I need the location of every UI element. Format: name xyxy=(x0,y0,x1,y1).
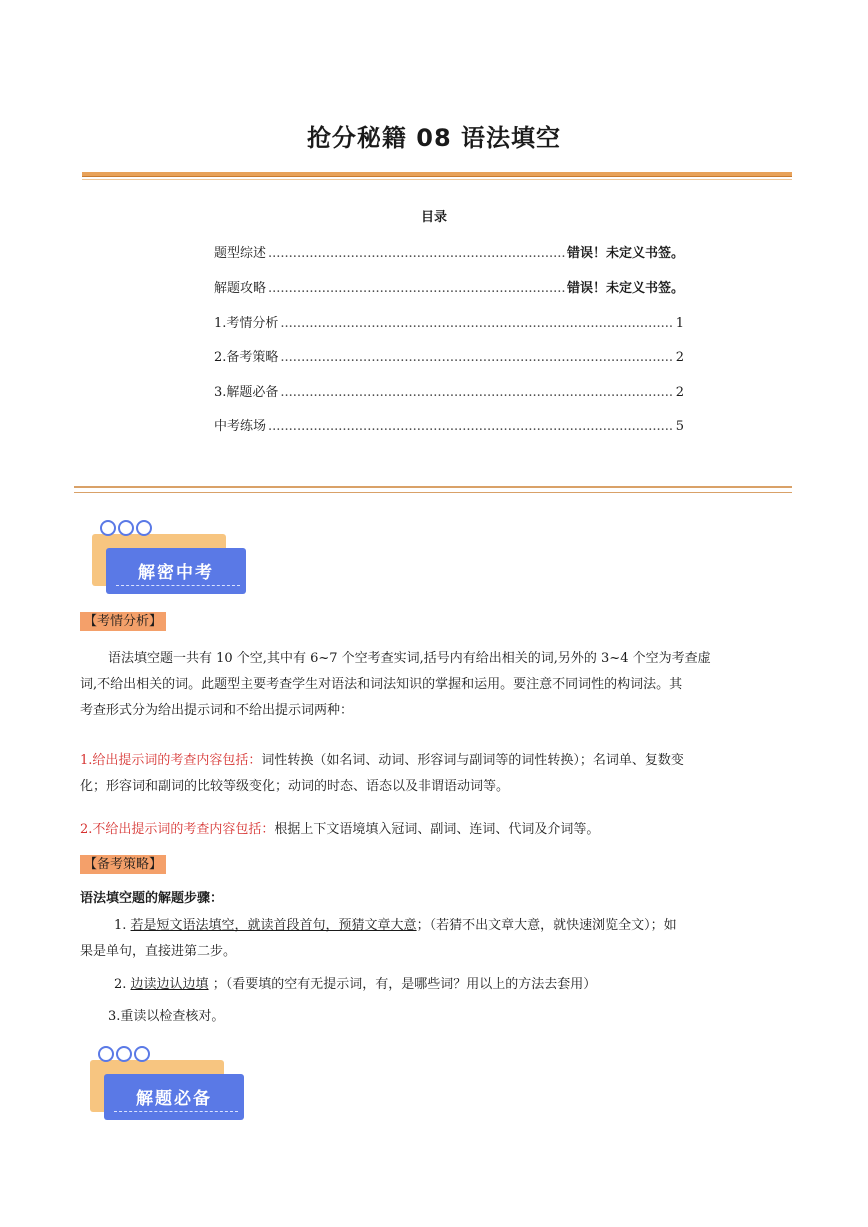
section-divider xyxy=(74,486,792,488)
ring-icon xyxy=(118,520,134,536)
hint-words-paragraph xyxy=(80,748,792,800)
toc-label: 3.解题必备 xyxy=(214,385,279,400)
toc-row[interactable] xyxy=(214,242,684,262)
analysis-paragraph xyxy=(80,646,792,724)
red-heading: 2.不给出提示词的考查内容包括： xyxy=(80,822,275,837)
steps-title: 语法填空题的解题步骤： xyxy=(80,891,224,906)
toc-leader-dots xyxy=(268,281,565,296)
toc-label: 2.备考策略 xyxy=(214,350,279,365)
toc-row[interactable] xyxy=(214,381,684,401)
tag-exam-analysis: 【考情分析】 xyxy=(80,612,166,631)
badge-front xyxy=(104,1074,244,1120)
red-heading: 1.给出提示词的考查内容包括： xyxy=(80,753,262,768)
toc-row[interactable] xyxy=(214,415,684,435)
text-line xyxy=(80,748,792,774)
toc-leader-dots xyxy=(268,419,674,434)
toc-label: 解题攻略 xyxy=(214,281,267,296)
badge-front xyxy=(106,548,246,594)
toc-leader-dots xyxy=(268,246,565,261)
title-underline-thin xyxy=(82,179,792,180)
ring-icon xyxy=(136,520,152,536)
step-2 xyxy=(80,972,792,998)
toc-page: 2 xyxy=(675,385,684,400)
badge-dash xyxy=(116,585,240,586)
ring-icon xyxy=(100,520,116,536)
page-title: 抢分秘籍 08 语法填空 xyxy=(306,124,562,152)
text-line xyxy=(80,972,792,998)
toc-page: 错误！未定义书签。 xyxy=(566,281,684,296)
underlined-text: 若是短文语法填空，就读首段首句，预猜文章大意 xyxy=(130,918,417,933)
text-span: 根据上下文语境填入冠词、副词、连词、代词及介词等。 xyxy=(274,822,600,837)
text-span: ；（若猜不出文章大意，就快速浏览全文）；如 xyxy=(416,918,677,933)
step-1 xyxy=(80,913,792,965)
text-span: 词性转换（如名词、动词、形容词与副词等的词性转换）；名词单、复数变 xyxy=(261,753,684,768)
toc-page: 错误！未定义书签。 xyxy=(566,246,684,261)
toc-page: 1 xyxy=(675,316,684,331)
section-badge-jieti xyxy=(90,1046,250,1136)
toc-label: 题型综述 xyxy=(214,246,267,261)
text-span: ；（看要填的空有无提示词，有，是哪些词？用以上的方法去套用） xyxy=(208,977,597,992)
toc-leader-dots xyxy=(280,350,673,365)
toc-row[interactable] xyxy=(214,346,684,366)
toc-label: 中考练场 xyxy=(214,419,267,434)
toc-row[interactable] xyxy=(214,277,684,297)
tag-prep-strategy: 【备考策略】 xyxy=(80,855,166,874)
step-number: 2. xyxy=(114,977,131,992)
badge-label: 解密中考 xyxy=(138,563,214,583)
ring-icon xyxy=(98,1046,114,1062)
text-line: 果是单句，直接进第二步。 xyxy=(80,944,237,959)
toc-page: 5 xyxy=(675,419,684,434)
text-line xyxy=(80,817,792,843)
toc-heading: 目录 xyxy=(420,210,447,225)
toc-row[interactable] xyxy=(214,312,684,332)
badge-dash xyxy=(114,1111,238,1112)
section-badge-jiemi xyxy=(92,520,252,610)
no-hint-paragraph xyxy=(80,817,792,843)
badge-label: 解题必备 xyxy=(136,1089,212,1109)
toc-leader-dots xyxy=(280,385,673,400)
ring-icon xyxy=(134,1046,150,1062)
underlined-text: 边读边认边填 xyxy=(130,977,209,992)
text-line: 化；形容词和副词的比较等级变化；动词的时态、语态以及非谓语动词等。 xyxy=(80,779,510,794)
text-line: 语法填空题一共有 10 个空,其中有 6~7 个空考查实词,括号内有给出相关的词,另外的 3~4 个空为考查虚 xyxy=(108,651,711,666)
toc-page: 2 xyxy=(675,350,684,365)
toc-label: 1.考情分析 xyxy=(214,316,279,331)
step-number: 1. xyxy=(114,918,131,933)
ring-icon xyxy=(116,1046,132,1062)
title-underline xyxy=(82,172,792,177)
step-3: 3.重读以检查核对。 xyxy=(108,1009,225,1024)
text-line: 考查形式分为给出提示词和不给出提示词两种： xyxy=(80,703,354,718)
text-line: 词,不给出相关的词。此题型主要考查学生对语法和词法知识的掌握和运用。要注意不同词性的构词法。其 xyxy=(80,677,683,692)
text-line xyxy=(80,913,792,939)
toc-leader-dots xyxy=(280,316,673,331)
section-divider-thin xyxy=(74,492,792,493)
